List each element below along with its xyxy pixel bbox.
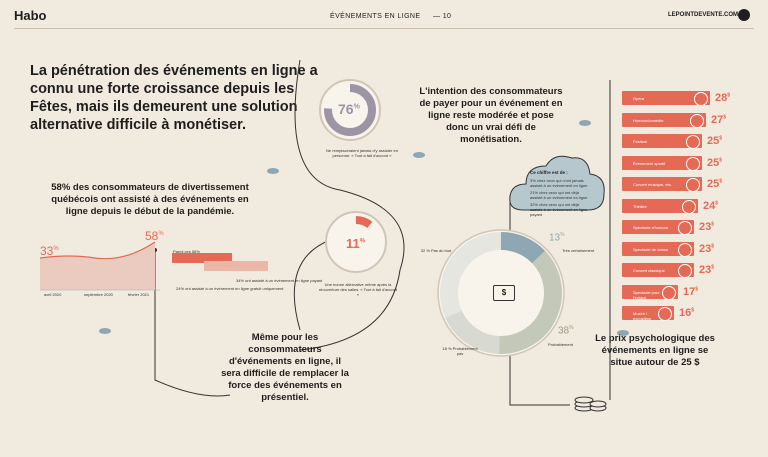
cloud-icon: [412, 150, 426, 158]
x-label-3: février 2021: [128, 292, 150, 297]
category-icon: [694, 92, 708, 106]
donut-seg-label-0: Très certainement: [562, 248, 595, 253]
circle-76-value: 76%: [338, 101, 360, 117]
donut-label-38: 38%: [558, 325, 574, 337]
price-bar-label: Spectacle d'humour: [633, 225, 669, 230]
price-bar-label: Concert musique, etc.: [633, 182, 672, 187]
price-value: 17$: [683, 285, 699, 298]
page-number: — 10: [433, 13, 452, 20]
category-icon: [662, 286, 676, 300]
category-icon: [686, 135, 700, 149]
source-logo: LEPOINTDEVENTE.COM: [668, 12, 739, 18]
cloud-line-2: 21% chez ceux qui ont déjà assisté à un événement en ligne: [530, 190, 588, 200]
x-label-1: avril 2020: [44, 292, 62, 297]
intent-text: L'intention des consommateurs de payer pour un événement en ligne reste modérée et pose donc un vrai défi de monétisation.: [419, 86, 563, 145]
stat-end-value: 58%: [145, 229, 164, 243]
section-title: ÉVÉNEMENTS EN LIGNE: [330, 13, 421, 20]
price-bar-label: Concert classique: [633, 268, 665, 273]
price-bar-label: Événement sportif: [633, 160, 666, 166]
price-bar-label: Théâtre: [633, 203, 647, 209]
stat-start-value: 33%: [40, 244, 59, 258]
price-value: 27$: [711, 113, 727, 126]
price-value: 25$: [707, 135, 723, 147]
price-note: Le prix psychologique des événements en ligne se situe autour de 25 $: [595, 333, 715, 368]
category-icon: [682, 200, 696, 214]
x-label-2: septembre 2020: [84, 292, 113, 297]
stat58-text: 58% des consommateurs de divertissement québécois ont assisté à des événements en ligne depuis le début de la pandémie.: [51, 182, 249, 217]
donut-small-bottom: 18 % Probablement pas: [442, 346, 478, 356]
price-bar-label: Musée / exposition: [633, 311, 652, 321]
breakdown-total-label: Parmi ces 58%: [173, 249, 200, 254]
circle-11-caption: Une bonne alternative même après la réouverture des salles. « Tout à fait d'accord »: [318, 282, 398, 297]
category-icon: [658, 307, 672, 321]
presential-note: Même pour les consommateurs d'événements en ligne, il sera difficile de remplacer la force des événements en présentiel.: [221, 332, 349, 403]
price-value: 23$: [699, 221, 715, 233]
breakdown-free-bar: [204, 261, 268, 271]
price-value: 23$: [699, 264, 715, 276]
price-bar-label: Spectacle de danse: [633, 246, 669, 252]
donut-label-13: 13%: [549, 232, 565, 244]
category-icon: [686, 178, 700, 192]
breakdown-free-label: 24% ont assisté à un événement en ligne gratuit uniquement: [176, 286, 284, 291]
cloud-icon: [98, 326, 112, 334]
headline: La pénétration des événements en ligne a connu une forte croissance depuis les Fêtes, mais ils demeurent une solution alternative difficile à monétiser.: [30, 63, 318, 133]
price-bar-label: Humour/comédie: [633, 117, 664, 123]
price-value: 25$: [707, 178, 723, 190]
price-bar-label: Spectacle pour l'enfant: [633, 289, 660, 300]
breakdown-paid-label: 34% ont assisté à un événement en ligne payant: [236, 278, 323, 283]
cloud-line-1: 3% chez ceux qui n'ont jamais assisté à un événement en ligne: [530, 178, 588, 188]
price-bar-label: Festival: [633, 139, 647, 144]
ticket-dollar-icon: $: [493, 285, 515, 301]
category-icon: [690, 114, 704, 128]
donut-seg-label-1: Probablement: [548, 342, 573, 347]
cloud-line-3: 32% chez ceux qui ont déjà assisté à un événement en ligne payant: [530, 202, 588, 217]
price-bar-label: Opéra: [633, 96, 645, 101]
brand-logo: Habo: [14, 8, 47, 23]
cloud-title: Ce chiffre est de :: [530, 170, 568, 175]
price-value: 28$: [715, 92, 731, 104]
circle-76-caption: Ne remplaceraient jamais d'y assister en personne. « Tout à fait d'accord »: [326, 148, 398, 158]
category-icon: [686, 157, 700, 171]
price-value: 16$: [679, 307, 695, 319]
price-value: 23$: [699, 242, 715, 255]
category-icon: [678, 243, 692, 257]
price-value: 25$: [707, 156, 723, 169]
cloud-icon: [578, 118, 592, 126]
price-value: 24$: [703, 199, 719, 212]
coins-icon: [572, 386, 608, 416]
cloud-icon: [266, 166, 280, 174]
donut-small-top: 32 % Pas du tout: [420, 248, 452, 253]
category-icon: [678, 221, 692, 235]
circle-11-value: 11%: [346, 236, 366, 251]
category-icon: [678, 264, 692, 278]
